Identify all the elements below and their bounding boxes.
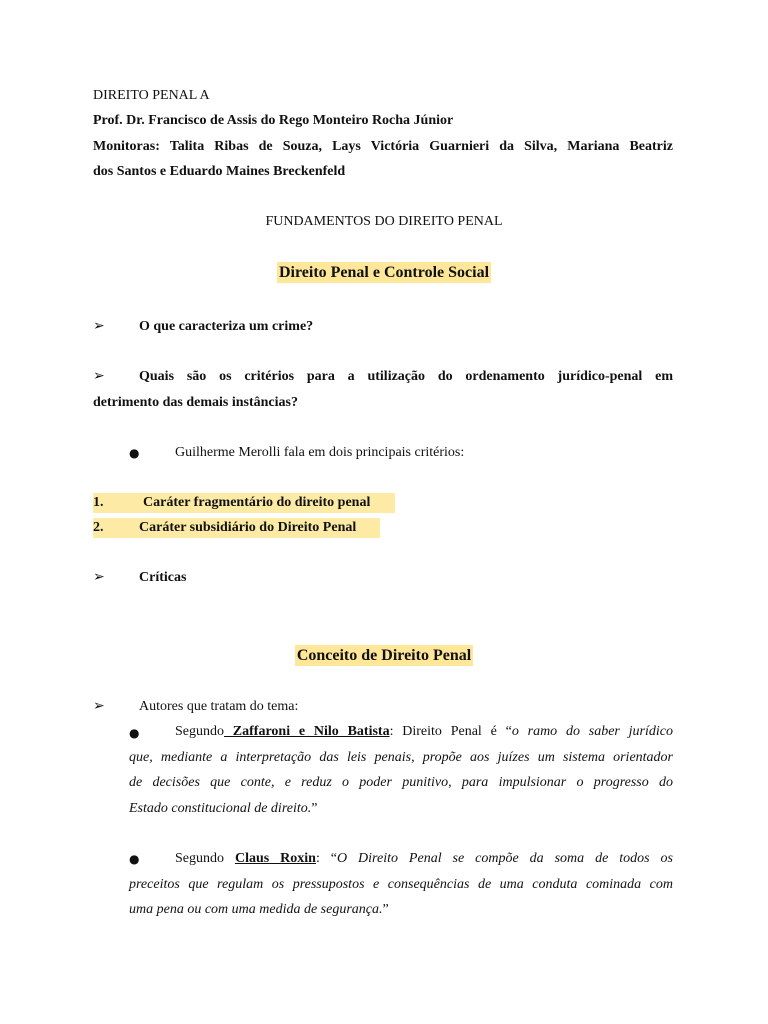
quote1-line-3: de decisões que conte, e reduz o poder punitivo, para impulsionar o progresso do: [129, 775, 673, 790]
bullet-icon: ●: [129, 446, 140, 460]
quote2-text-1: O Direito Penal se compõe da soma de todos os: [337, 851, 674, 866]
criticas-label: Críticas: [139, 570, 187, 585]
authors-intro: Autores que tratam do tema:: [139, 699, 299, 714]
question-criterios-line-2: detrimento das demais instâncias?: [93, 395, 298, 410]
section-title-text: Conceito de Direito Penal: [296, 647, 472, 664]
section-title-controle-social: [0, 264, 768, 282]
quote2-mid: : “: [315, 851, 337, 866]
professor-line: Prof. Dr. Francisco de Assis do Rego Monteiro Rocha Júnior: [93, 113, 454, 128]
bullet-icon: ●: [129, 852, 140, 866]
quote2-line-3: [129, 902, 389, 918]
main-title: FUNDAMENTOS DO DIREITO PENAL: [265, 214, 503, 229]
bullet-merolli: Guilherme Merolli fala em dois principais critérios:: [175, 445, 465, 460]
criteria-number-2: 2.: [93, 520, 104, 535]
quote2-line-1: [175, 851, 673, 867]
criteria-item-1: Caráter fragmentário do direito penal: [143, 495, 371, 510]
section-title-conceito: [0, 647, 768, 665]
quote1-line-2: que, mediante a interpretação das leis penais, propõe aos juízes um sistema orientador: [129, 750, 673, 765]
quote1-line-1: [175, 724, 673, 740]
quote2-author: Claus Roxin: [234, 851, 316, 866]
arrow-bullet-icon: ➢: [93, 569, 105, 585]
quote2-text-3: uma pena ou com uma medida de segurança.: [129, 902, 383, 917]
arrow-bullet-icon: ➢: [93, 318, 105, 334]
section-title-text: Direito Penal e Controle Social: [278, 264, 490, 281]
criteria-item-2: Caráter subsidiário do Direito Penal: [139, 520, 357, 535]
bullet-icon: ●: [129, 726, 140, 740]
quote1-text-4: Estado constitucional de direito.: [129, 801, 312, 816]
monitors-line-2: dos Santos e Eduardo Maines Breckenfeld: [93, 164, 346, 179]
quote2-line-2: preceitos que regulam os pressupostos e consequências de uma conduta cominada com: [129, 877, 673, 892]
monitors-line-1: Monitoras: Talita Ribas de Souza, Lays Victória Guarnieri da Silva, Mariana Beatriz: [93, 139, 673, 154]
arrow-bullet-icon: ➢: [93, 368, 105, 384]
question-criterios-line-1: Quais são os critérios para a utilização do ordenamento jurídico-penal em: [139, 369, 673, 384]
quote1-mid: : Direito Penal é “: [389, 724, 512, 739]
quote1-end: ”: [311, 801, 318, 816]
arrow-bullet-icon: ➢: [93, 698, 105, 714]
quote1-text-1: o ramo do saber jurídico: [511, 724, 673, 739]
quote2-end: ”: [382, 902, 389, 917]
criteria-number-1: 1.: [93, 495, 104, 510]
question-crime: O que caracteriza um crime?: [139, 319, 314, 334]
quote2-prefix: Segundo: [175, 851, 224, 866]
quote1-prefix: Segundo: [175, 724, 224, 739]
course-title: DIREITO PENAL A: [93, 88, 210, 103]
quote1-author: Zaffaroni e Nilo Batista: [224, 724, 390, 739]
quote1-line-4: [129, 801, 317, 817]
